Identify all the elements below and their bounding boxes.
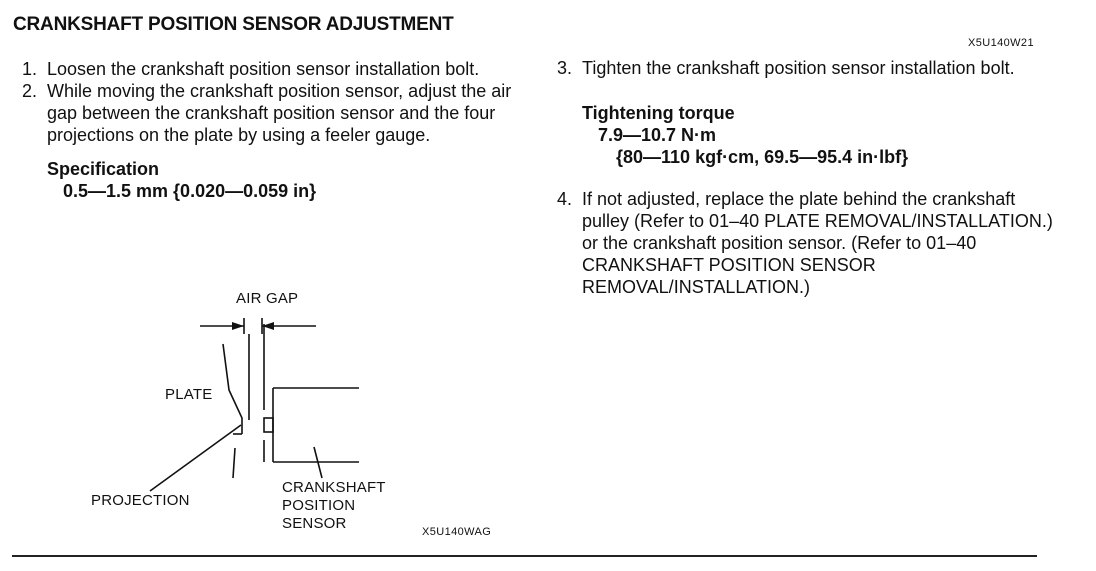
plate-label: PLATE — [165, 386, 213, 403]
projection-leader — [150, 425, 241, 491]
projection-label: PROJECTION — [91, 492, 190, 509]
sensor-label-line-1: CRANKSHAFT — [282, 479, 386, 496]
step-3-number: 3. — [557, 58, 573, 78]
plate-outline-left — [223, 344, 242, 434]
air-gap-arrowhead-left — [232, 322, 244, 330]
step-4-number: 4. — [557, 189, 573, 209]
figure-code: X5U140WAG — [422, 526, 492, 538]
step-3-text: Tighten the crankshaft position sensor installation bolt. — [582, 58, 1015, 78]
bottom-rule — [12, 555, 1037, 557]
air-gap-label: AIR GAP — [236, 290, 299, 307]
torque-value-other-units: {80—110 kgf·cm, 69.5—95.4 in·lbf} — [616, 147, 909, 167]
sensor-tip — [264, 418, 273, 432]
specification-value: 0.5—1.5 mm {0.020—0.059 in} — [63, 181, 317, 201]
step-2-text: While moving the crankshaft position sensor, adjust the air gap between the crankshaft position sensor and the four projections on the plate by using a feeler gauge. — [47, 81, 512, 145]
page-code: X5U140W21 — [968, 37, 1034, 49]
sensor-label-line-3: SENSOR — [282, 515, 347, 532]
step-4-text: If not adjusted, replace the plate behind the crankshaft pulley (Refer to 01–40 PLATE REMOVAL/INSTALLATION.) or the crankshaft position sensor. (Refer to 01–40 CRANKSHAFT POSITION SENSOR REMOVAL/INSTALLATION.) — [582, 189, 1053, 297]
step-1-text: Loosen the crankshaft position sensor installation bolt. — [47, 59, 480, 79]
specification-label: Specification — [47, 159, 160, 179]
step-1-number: 1. — [22, 59, 38, 79]
sensor-label-line-2: POSITION — [282, 497, 356, 514]
torque-label: Tightening torque — [582, 103, 735, 123]
plate-lower-line — [233, 448, 235, 478]
torque-value-nm: 7.9—10.7 N·m — [598, 125, 717, 145]
page-title: CRANKSHAFT POSITION SENSOR ADJUSTMENT — [13, 14, 454, 35]
step-2-number: 2. — [22, 81, 38, 101]
